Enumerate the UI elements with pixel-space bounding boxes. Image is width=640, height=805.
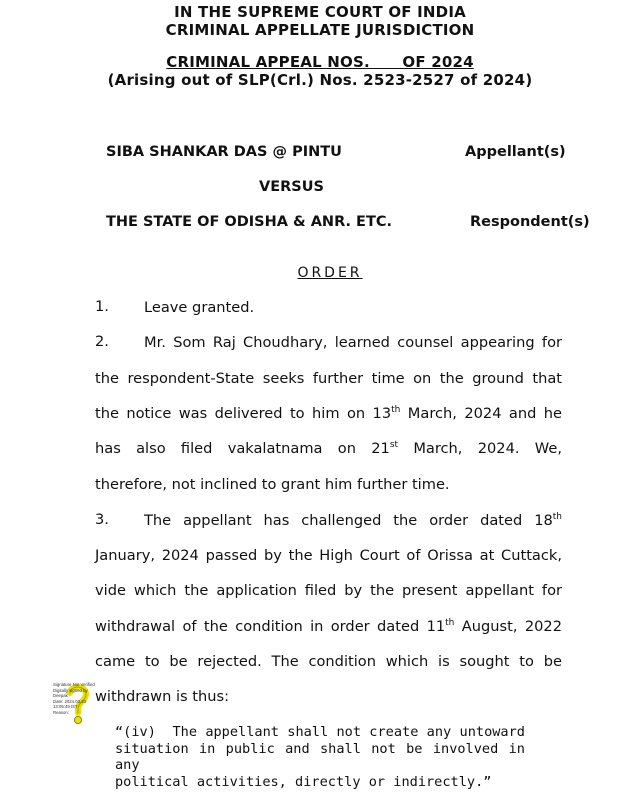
para-3-line-2: January, 2024 passed by the High Court of Orissa at Cuttack, <box>95 547 562 564</box>
para-2-number: 2. <box>95 333 109 350</box>
quote-line-2: situation in public and shall not be involved in any <box>115 740 525 773</box>
order-title: ORDER <box>297 265 363 281</box>
para-3-line-1: The appellant has challenged the order dated 18th <box>144 512 562 529</box>
para-3-number: 3. <box>95 511 109 528</box>
para-1-number: 1. <box>95 298 109 315</box>
versus-label: VERSUS <box>259 179 324 195</box>
respondent-role: Respondent(s) <box>470 214 590 230</box>
signature-stamp-text: Signature Not Verified Digitally signed by Deepak Date: 2024.03.23 13:05:49 IST Reason: <box>53 682 95 715</box>
quote-line-1: “(iv) The appellant shall not create any untoward <box>115 724 525 740</box>
para-2-line-3: the notice was delivered to him on 13th March, 2024 and he <box>95 405 562 422</box>
jurisdiction: CRIMINAL APPELLATE JURISDICTION <box>165 21 475 39</box>
para-1-text: Leave granted. <box>144 299 255 316</box>
condition-quote <box>115 724 525 790</box>
para-3-line-4: withdrawal of the condition in order dated 11th August, 2022 <box>95 618 562 635</box>
court-name: IN THE SUPREME COURT OF INDIA <box>174 3 466 21</box>
appellant-name: SIBA SHANKAR DAS @ PINTU <box>106 144 342 160</box>
appeal-number: CRIMINAL APPEAL NOS. OF 2024 <box>166 53 474 71</box>
para-2-line-2: the respondent-State seeks further time on the ground that <box>95 370 562 387</box>
digital-signature-stamp <box>53 682 101 730</box>
para-3-line-5: came to be rejected. The condition which is sought to be <box>95 653 562 670</box>
para-2-line-5: therefore, not inclined to grant him further time. <box>95 476 450 493</box>
para-2-line-4: has also filed vakalatnama on 21st March, 2024. We, <box>95 440 563 457</box>
arising-from: (Arising out of SLP(Crl.) Nos. 2523-2527 of 2024) <box>107 71 533 89</box>
appellant-role: Appellant(s) <box>465 144 566 160</box>
quote-line-3: political activities, directly or indirectly.” <box>115 773 492 790</box>
para-3-line-6: withdrawn is thus: <box>95 688 230 705</box>
para-2-line-1: Mr. Som Raj Choudhary, learned counsel appearing for <box>144 334 562 351</box>
respondent-name: THE STATE OF ODISHA & ANR. ETC. <box>106 214 392 230</box>
para-3-line-3: vide which the application filed by the present appellant for <box>95 582 562 599</box>
